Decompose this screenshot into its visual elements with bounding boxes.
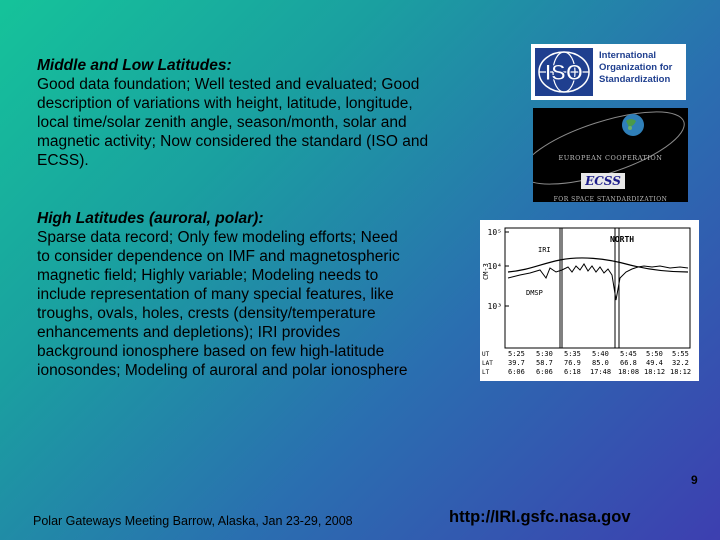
iso-name — [599, 50, 672, 86]
iso-mark-text: ISO — [545, 60, 583, 85]
section-line: Sparse data record; Only few modeling efforts; Need — [37, 229, 398, 246]
page-number: 9 — [691, 473, 698, 487]
section-heading: High Latitudes (auroral, polar): — [37, 210, 264, 227]
high-latitudes-section — [37, 209, 497, 380]
mid-low-latitudes-section — [37, 56, 497, 170]
ut-value: 5:40 — [592, 350, 609, 358]
iso-name-line: Standardization — [599, 74, 671, 85]
dmsp-label: DMSP — [526, 289, 543, 297]
footer-url-link[interactable]: http://IRI.gsfc.nasa.gov — [449, 508, 631, 526]
ut-value: 5:45 — [620, 350, 637, 358]
section-line: magnetic field; Highly variable; Modeling needs to — [37, 267, 379, 284]
ut-value: 5:30 — [536, 350, 553, 358]
lt-value: 6:18 — [564, 368, 581, 376]
section-heading: Middle and Low Latitudes: — [37, 57, 232, 74]
lat-value: 49.4 — [646, 359, 663, 367]
lt-value: 6:06 — [508, 368, 525, 376]
y-tick-label: 10³ — [487, 302, 502, 311]
lat-value: 85.0 — [592, 359, 609, 367]
ut-value: 5:55 — [672, 350, 689, 358]
section-line: magnetic activity; Now considered the standard (ISO and — [37, 133, 429, 150]
ecss-top-text: EUROPEAN COOPERATION — [558, 154, 663, 162]
section-line: include representation of many special features, like — [37, 286, 394, 303]
ut-value: 5:25 — [508, 350, 525, 358]
lat-value: 32.2 — [672, 359, 689, 367]
lt-value: 18:08 — [618, 368, 640, 376]
lt-value: 17:48 — [590, 368, 612, 376]
y-tick-label: 10⁵ — [487, 228, 502, 237]
ecss-logo — [533, 108, 688, 202]
lat-value: 66.8 — [620, 359, 637, 367]
section-line: troughs, ovals, holes, crests (density/temperature — [37, 305, 376, 322]
section-line: ionosondes; Modeling of auroral and polar ionosphere — [37, 362, 408, 379]
lt-value: 18:12 — [670, 368, 692, 376]
lt-value: 6:06 — [536, 368, 553, 376]
lat-value: 58.7 — [536, 359, 553, 367]
section-line: Good data foundation; Well tested and evaluated; Good — [37, 76, 420, 93]
row-prefix: LAT — [482, 360, 493, 367]
y-tick-label: 10⁴ — [487, 262, 502, 271]
ecss-box-text: ECSS — [581, 173, 625, 189]
row-prefix: LT — [482, 369, 490, 376]
iri-label: IRI — [538, 246, 551, 254]
section-line: background ionosphere based on few high-latitude — [37, 343, 385, 360]
section-line: description of variations with height, latitude, longitude, — [37, 95, 413, 112]
lt-value: 18:12 — [644, 368, 666, 376]
section-line: ECSS). — [37, 152, 89, 169]
iso-name-line: International — [599, 50, 657, 61]
section-line: to consider dependence on IMF and magnetospheric — [37, 248, 400, 265]
iso-globe-icon — [535, 48, 593, 96]
ut-value: 5:50 — [646, 350, 663, 358]
section-line: local time/solar zenith angle, season/month, solar and — [37, 114, 407, 131]
ut-value: 5:35 — [564, 350, 581, 358]
lat-value: 76.9 — [564, 359, 581, 367]
north-label: NORTH — [610, 235, 635, 244]
ecss-bottom-text: FOR SPACE STANDARDIZATION — [553, 196, 668, 202]
y-axis-title: CM-3 — [482, 263, 490, 280]
section-line: enhancements and depletions); IRI provides — [37, 324, 341, 341]
iso-logo — [531, 44, 686, 100]
dmsp-iri-density-chart — [480, 220, 699, 381]
footer-meeting: Polar Gateways Meeting Barrow, Alaska, Jan 23-29, 2008 — [33, 514, 353, 528]
iso-name-line: Organization for — [599, 62, 673, 73]
lat-value: 39.7 — [508, 359, 525, 367]
row-prefix: UT — [482, 351, 490, 358]
